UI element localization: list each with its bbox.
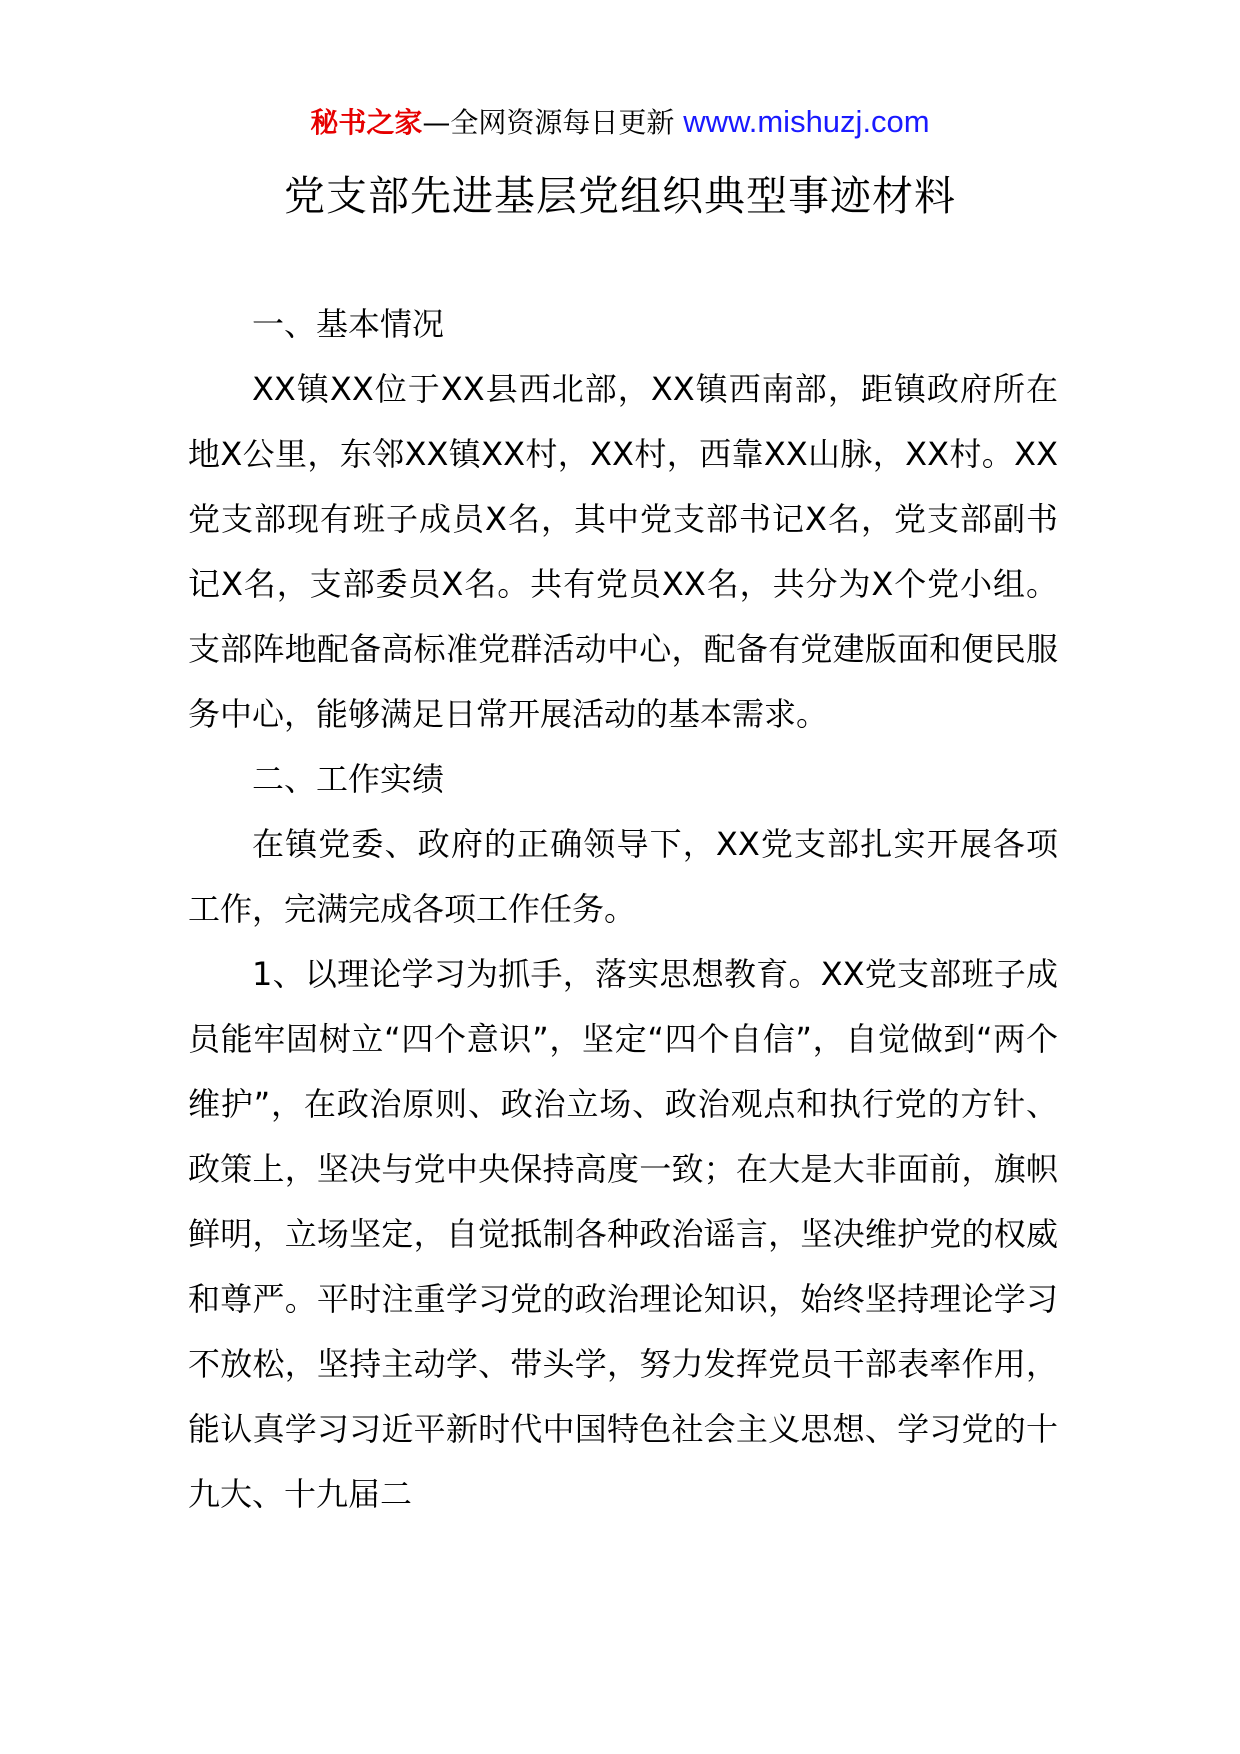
paragraph-theory-study: 1、以理论学习为抓手，落实思想教育。XX党支部班子成员能牢固树立“四个意识”，坚定“四个自信”，自觉做到“两个维护”，在政治原则、政治立场、政治观点和执行党的方针、政策上，坚决与党中央保持高度一致；在大是大非面前，旗帜鲜明，立场坚定，自觉抵制各种政治谣言，坚决维护党的权威和尊严。平时注重学习党的政治理论知识，始终坚持理论学习不放松，坚持主动学、带头学，努力发挥党员干部表率作用，能认真学习习近平新时代中国特色社会主义思想、学习党的十九大、十九届二 — [188, 955, 1058, 1513]
site-header — [0, 102, 1240, 143]
paragraph-achievements-intro: 在镇党委、政府的正确领导下，XX党支部扎实开展各项工作，完满完成各项工作任务。 — [188, 825, 1058, 928]
document-body — [188, 292, 1058, 1527]
section-heading-achievements: 二、工作实绩 — [252, 760, 445, 798]
document-title: 党支部先进基层党组织典型事迹材料 — [284, 172, 956, 220]
site-url-link[interactable]: www.mishuzj.com — [683, 104, 930, 139]
paragraph-basic-info: XX镇XX位于XX县西北部，XX镇西南部，距镇政府所在地X公里，东邻XX镇XX村，XX村，西靠XX山脉，XX村。XX党支部现有班子成员X名，其中党支部书记X名，党支部副书记X名，支部委员X名。共有党员XX名，共分为X个党小组。支部阵地配备高标准党群活动中心，配备有党建版面和便民服务中心，能够满足日常开展活动的基本需求。 — [188, 370, 1058, 733]
section-heading-basic-info: 一、基本情况 — [252, 305, 445, 343]
site-tagline: —全网资源每日更新 — [422, 106, 675, 139]
site-brand: 秘书之家 — [310, 106, 423, 139]
